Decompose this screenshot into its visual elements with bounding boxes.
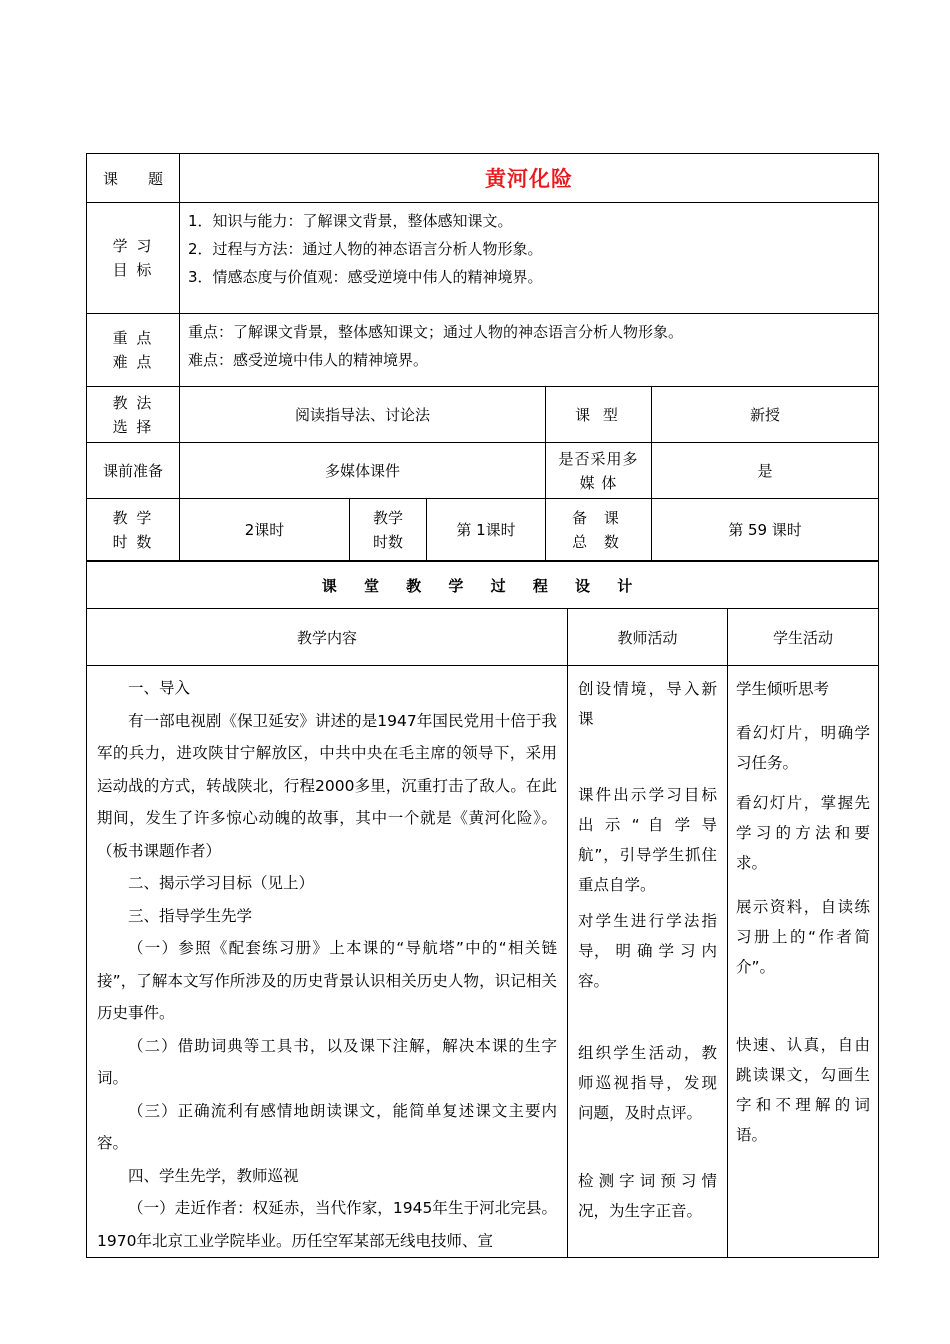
process-section-title: 课 堂 教 学 过 程 设 计 — [87, 562, 879, 609]
lesson-info-table — [86, 153, 879, 561]
teaching-content — [87, 666, 568, 1258]
student-activity: 学生倾听思考 — [736, 680, 830, 698]
teacher-activity: 组织学生活动，教师巡视指导，发现问题，及时点评。 — [578, 1044, 717, 1122]
column-header-content: 教学内容 — [87, 609, 568, 666]
hours-value: 2课时 — [180, 499, 350, 561]
keypoint-item: 难点：感受逆境中伟人的精神境界。 — [188, 351, 429, 369]
goal-item: 1．知识与能力：了解课文背景，整体感知课文。 — [188, 212, 513, 230]
goal-item: 2．过程与方法：通过人物的神态语言分析人物形象。 — [188, 240, 543, 258]
method-value: 阅读指导法、讨论法 — [180, 387, 546, 443]
content-heading: 四、学生先学，教师巡视 — [128, 1166, 299, 1185]
content-paragraph: 有一部电视剧《保卫延安》讲述的是1947年国民党用十倍于我军的兵力，进攻陕甘宁解放区，中共中央在毛主席的领导下，采用运动战的方式，转战陕北，行程2000多里，沉重打击了敌人。在此期间，发生了许多惊心动魄的故事，其中一个就是《黄河化险》。（板书课题作者） — [97, 711, 557, 860]
teacher-activity: 创设情境，导入新课 — [578, 680, 717, 728]
total-value: 第 59 课时 — [652, 499, 879, 561]
student-activity: 快速、认真，自由跳读课文，勾画生字和不理解的词语。 — [736, 1036, 871, 1144]
learning-goals — [180, 203, 879, 314]
goal-item: 3．情感态度与价值观：感受逆境中伟人的精神境界。 — [188, 268, 543, 286]
total-label: 备 课 总 数 — [546, 499, 652, 561]
column-header-teacher: 教师活动 — [568, 609, 728, 666]
student-activity: 看幻灯片，明确学习任务。 — [736, 724, 871, 772]
type-label: 课 型 — [546, 387, 652, 443]
session-value: 第 1课时 — [427, 499, 546, 561]
prep-label: 课前准备 — [87, 443, 180, 499]
student-activities — [728, 666, 879, 1258]
content-paragraph: （二）借助词典等工具书，以及课下注解，解决本课的生字词。 — [97, 1036, 557, 1087]
content-paragraph: （三）正确流利有感情地朗读课文，能简单复述课文主要内容。 — [97, 1101, 557, 1152]
lesson-title: 黄河化险 — [180, 154, 879, 203]
teacher-activities — [568, 666, 728, 1258]
content-heading: 三、指导学生先学 — [128, 906, 253, 925]
content-paragraph: （一）参照《配套练习册》上本课的“导航塔”中的“相关链接”，了解本文写作所涉及的历史背景认识相关历史人物，识记相关历史事件。 — [97, 939, 557, 1022]
student-activity: 展示资料，自读练习册上的“作者简介”。 — [736, 898, 871, 976]
content-heading: 二、揭示学习目标（见上） — [128, 874, 315, 892]
type-value: 新授 — [652, 387, 879, 443]
content-paragraph: （一）走近作者：权延赤，当代作家，1945年生于河北完县。1970年北京工业学院毕业。历任空军某部无线电技师、宣 — [97, 1199, 557, 1250]
topic-label: 课 题 — [87, 154, 180, 203]
student-activity: 看幻灯片，掌握先学习的方法和要求。 — [736, 794, 871, 872]
method-label: 教 法 选 择 — [87, 387, 180, 443]
keypoints-content — [180, 314, 879, 387]
session-label: 教学 时数 — [350, 499, 427, 561]
column-header-student: 学生活动 — [728, 609, 879, 666]
prep-value: 多媒体课件 — [180, 443, 546, 499]
multimedia-value: 是 — [652, 443, 879, 499]
multimedia-label: 是否采用多 媒 体 — [546, 443, 652, 499]
process-table — [86, 561, 879, 1258]
hours-label: 教 学 时 数 — [87, 499, 180, 561]
teacher-activity: 对学生进行学法指导， 明 确 学 习 内容。 — [578, 912, 717, 990]
keypoint-item: 重点：了解课文背景，整体感知课文；通过人物的神态语言分析人物形象。 — [188, 323, 684, 341]
teacher-activity: 检 测 字 词 预 习 情况，为生字正音。 — [578, 1172, 717, 1220]
goals-label: 学 习 目 标 — [87, 203, 180, 314]
content-heading: 一、导入 — [128, 679, 191, 697]
teacher-activity: 课件出示学习目标出 示 “ 自 学 导航”，引导学生抓住重点自学。 — [578, 786, 717, 894]
keypoints-label: 重 点 难 点 — [87, 314, 180, 387]
